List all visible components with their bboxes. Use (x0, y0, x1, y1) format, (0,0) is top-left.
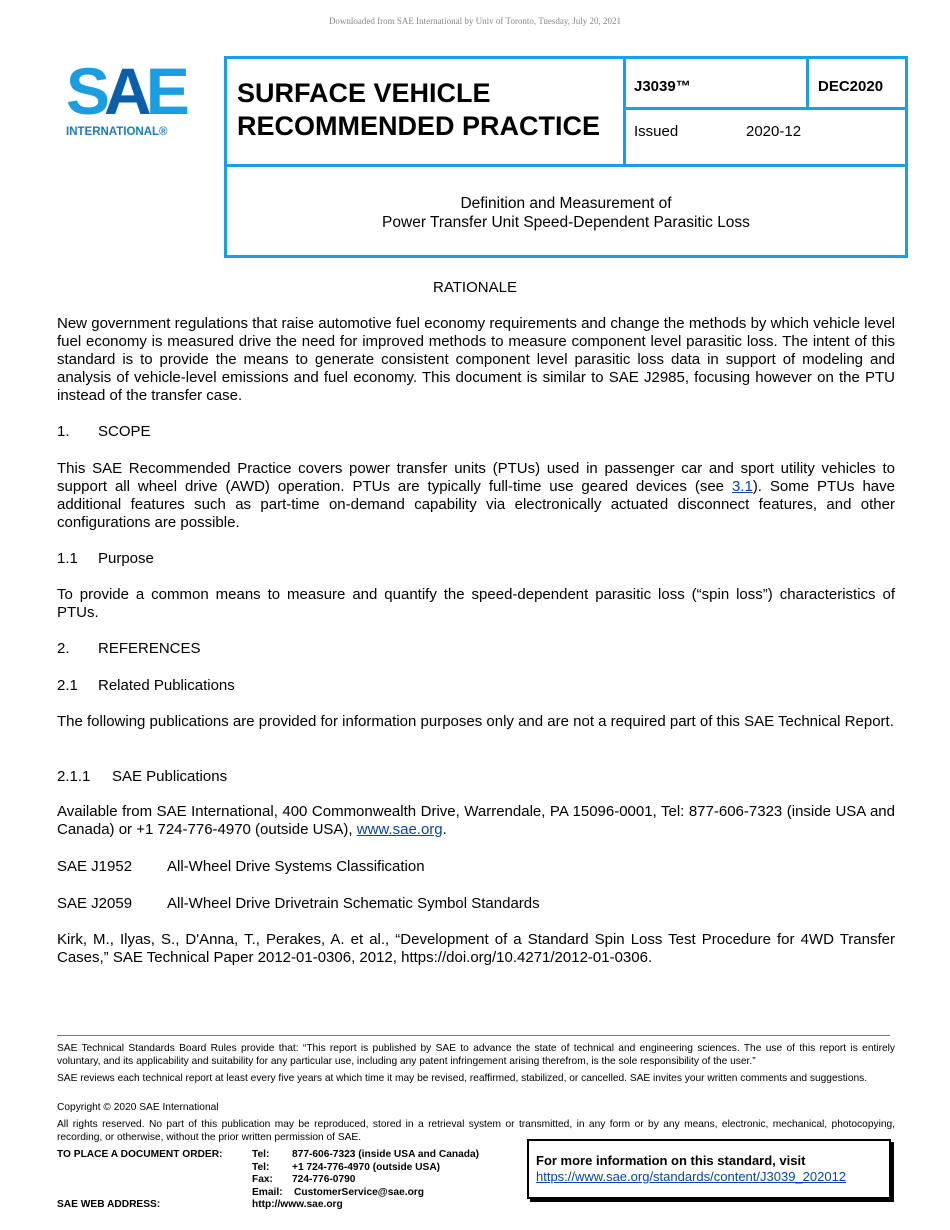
download-notice: Downloaded from SAE International by Univ of Toronto, Tuesday, July 20, 2021 (328, 16, 622, 26)
rationale-heading: RATIONALE (433, 279, 517, 296)
section-1-1-heading: 1.1 Purpose (57, 550, 154, 567)
footer-rules: SAE Technical Standards Board Rules provide that: “This report is published by SAE to advance the state of technical and engineering sciences. The use of this report is entirely voluntary, and its applicability and suitability for any particular use, including any patent infringement arising therefrom, is the sole responsibility of the user.” (57, 1043, 895, 1067)
section-2-heading: 2. REFERENCES (57, 640, 201, 657)
reference-item: SAE J2059 All-Wheel Drive Drivetrain Schematic Symbol Standards (57, 895, 540, 912)
footer-divider (57, 1035, 890, 1036)
order-contacts: Tel: 877-606-7323 (inside USA and Canada) Tel: +1 724-776-4970 (outside USA) Fax: 724-776-0790 Email: CustomerService@sae.org http://www.sae.org (252, 1149, 480, 1210)
divider (623, 107, 908, 110)
sae-publications-text: Available from SAE International, 400 Commonwealth Drive, Warrendale, PA 15096-0001, Tel: 877-606-7323 (inside USA and Canada) or +1 724-776-4970 (outside USA), www.sae.org. (57, 803, 895, 838)
doc-date: DEC2020 (818, 78, 884, 95)
issued-value: 2020-12 (746, 123, 802, 140)
sae-logo: SAE INTERNATIONAL® (66, 58, 191, 138)
section-1-heading: 1. SCOPE (57, 423, 151, 440)
doc-number: J3039™ (634, 78, 691, 95)
order-label: TO PLACE A DOCUMENT ORDER: (57, 1149, 223, 1160)
purpose-text: To provide a common means to measure and quantify the speed-dependent parasitic loss (“spin loss”) characteristics of PTUs. (57, 586, 895, 621)
footer-review: SAE reviews each technical report at least every five years at which time it may be revised, reaffirmed, stabilized, or cancelled. SAE invites your written comments and suggestions. (57, 1073, 868, 1084)
document-type: SURFACE VEHICLE RECOMMENDED PRACTICE (237, 78, 601, 141)
rationale-text: New government regulations that raise automotive fuel economy requirements and change the methods by which vehicle level fuel economy is measured drive the need for improved methods to measure component level parasitic loss. The intent of this standard is to provide the means to generate consistent component level parasitic loss data in support of modeling and analysis of vehicle-level emissions and fuel economy. This document is similar to SAE J2985, focusing however on the PTU instead of the transfer case. (57, 315, 895, 404)
issued-label: Issued (634, 123, 679, 140)
footer-rights: All rights reserved. No part of this publication may be reproduced, stored in a retrieval system or transmitted, in any form or by any means, electronic, mechanical, photocopying, recording, or otherwise, without the prior written permission of SAE. (57, 1119, 895, 1143)
web-address[interactable]: http://www.sae.org (252, 1199, 343, 1210)
section-2-1-heading: 2.1 Related Publications (57, 677, 235, 694)
related-publications-text: The following publications are provided for information purposes only and are not a required part of this SAE Technical Report. (57, 713, 894, 730)
standard-link[interactable]: https://www.sae.org/standards/content/J3039_202012 (536, 1169, 847, 1184)
document-title: Definition and Measurement of Power Transfer Unit Speed-Dependent Parasitic Loss (382, 195, 750, 231)
logo-subtitle: INTERNATIONAL® (66, 126, 168, 138)
divider (623, 56, 626, 166)
scope-text: This SAE Recommended Practice covers power transfer units (PTUs) used in passenger car and sport utility vehicles to support all wheel drive (AWD) operation. PTUs are typically full-time use geared devices (see 3.1). Some PTUs have additional features such as part-time on-demand capability via electronically actuated disconnect features, and other configurations are possible. (57, 460, 895, 531)
section-3-1-link[interactable]: 3.1 (731, 478, 753, 495)
web-label: SAE WEB ADDRESS: (57, 1199, 161, 1210)
kirk-reference: Kirk, M., Ilyas, S., D'Anna, T., Perakes, A. et al., “Development of a Standard Spin Loss Test Procedure for 4WD Transfer Cases,” SAE Technical Paper 2012-01-0306, 2012, https://doi.org/10.4271/2012-01-0306. (57, 931, 895, 966)
sae-website-link[interactable]: www.sae.org (356, 821, 443, 838)
more-info-box (527, 1139, 891, 1199)
more-info-text: For more information on this standard, visit (536, 1153, 806, 1168)
footer-copyright: Copyright © 2020 SAE International (57, 1102, 219, 1113)
reference-item: SAE J1952 All-Wheel Drive Systems Classification (57, 858, 425, 875)
divider (806, 56, 809, 109)
section-2-1-1-heading: 2.1.1 SAE Publications (57, 768, 228, 785)
divider (224, 164, 908, 167)
